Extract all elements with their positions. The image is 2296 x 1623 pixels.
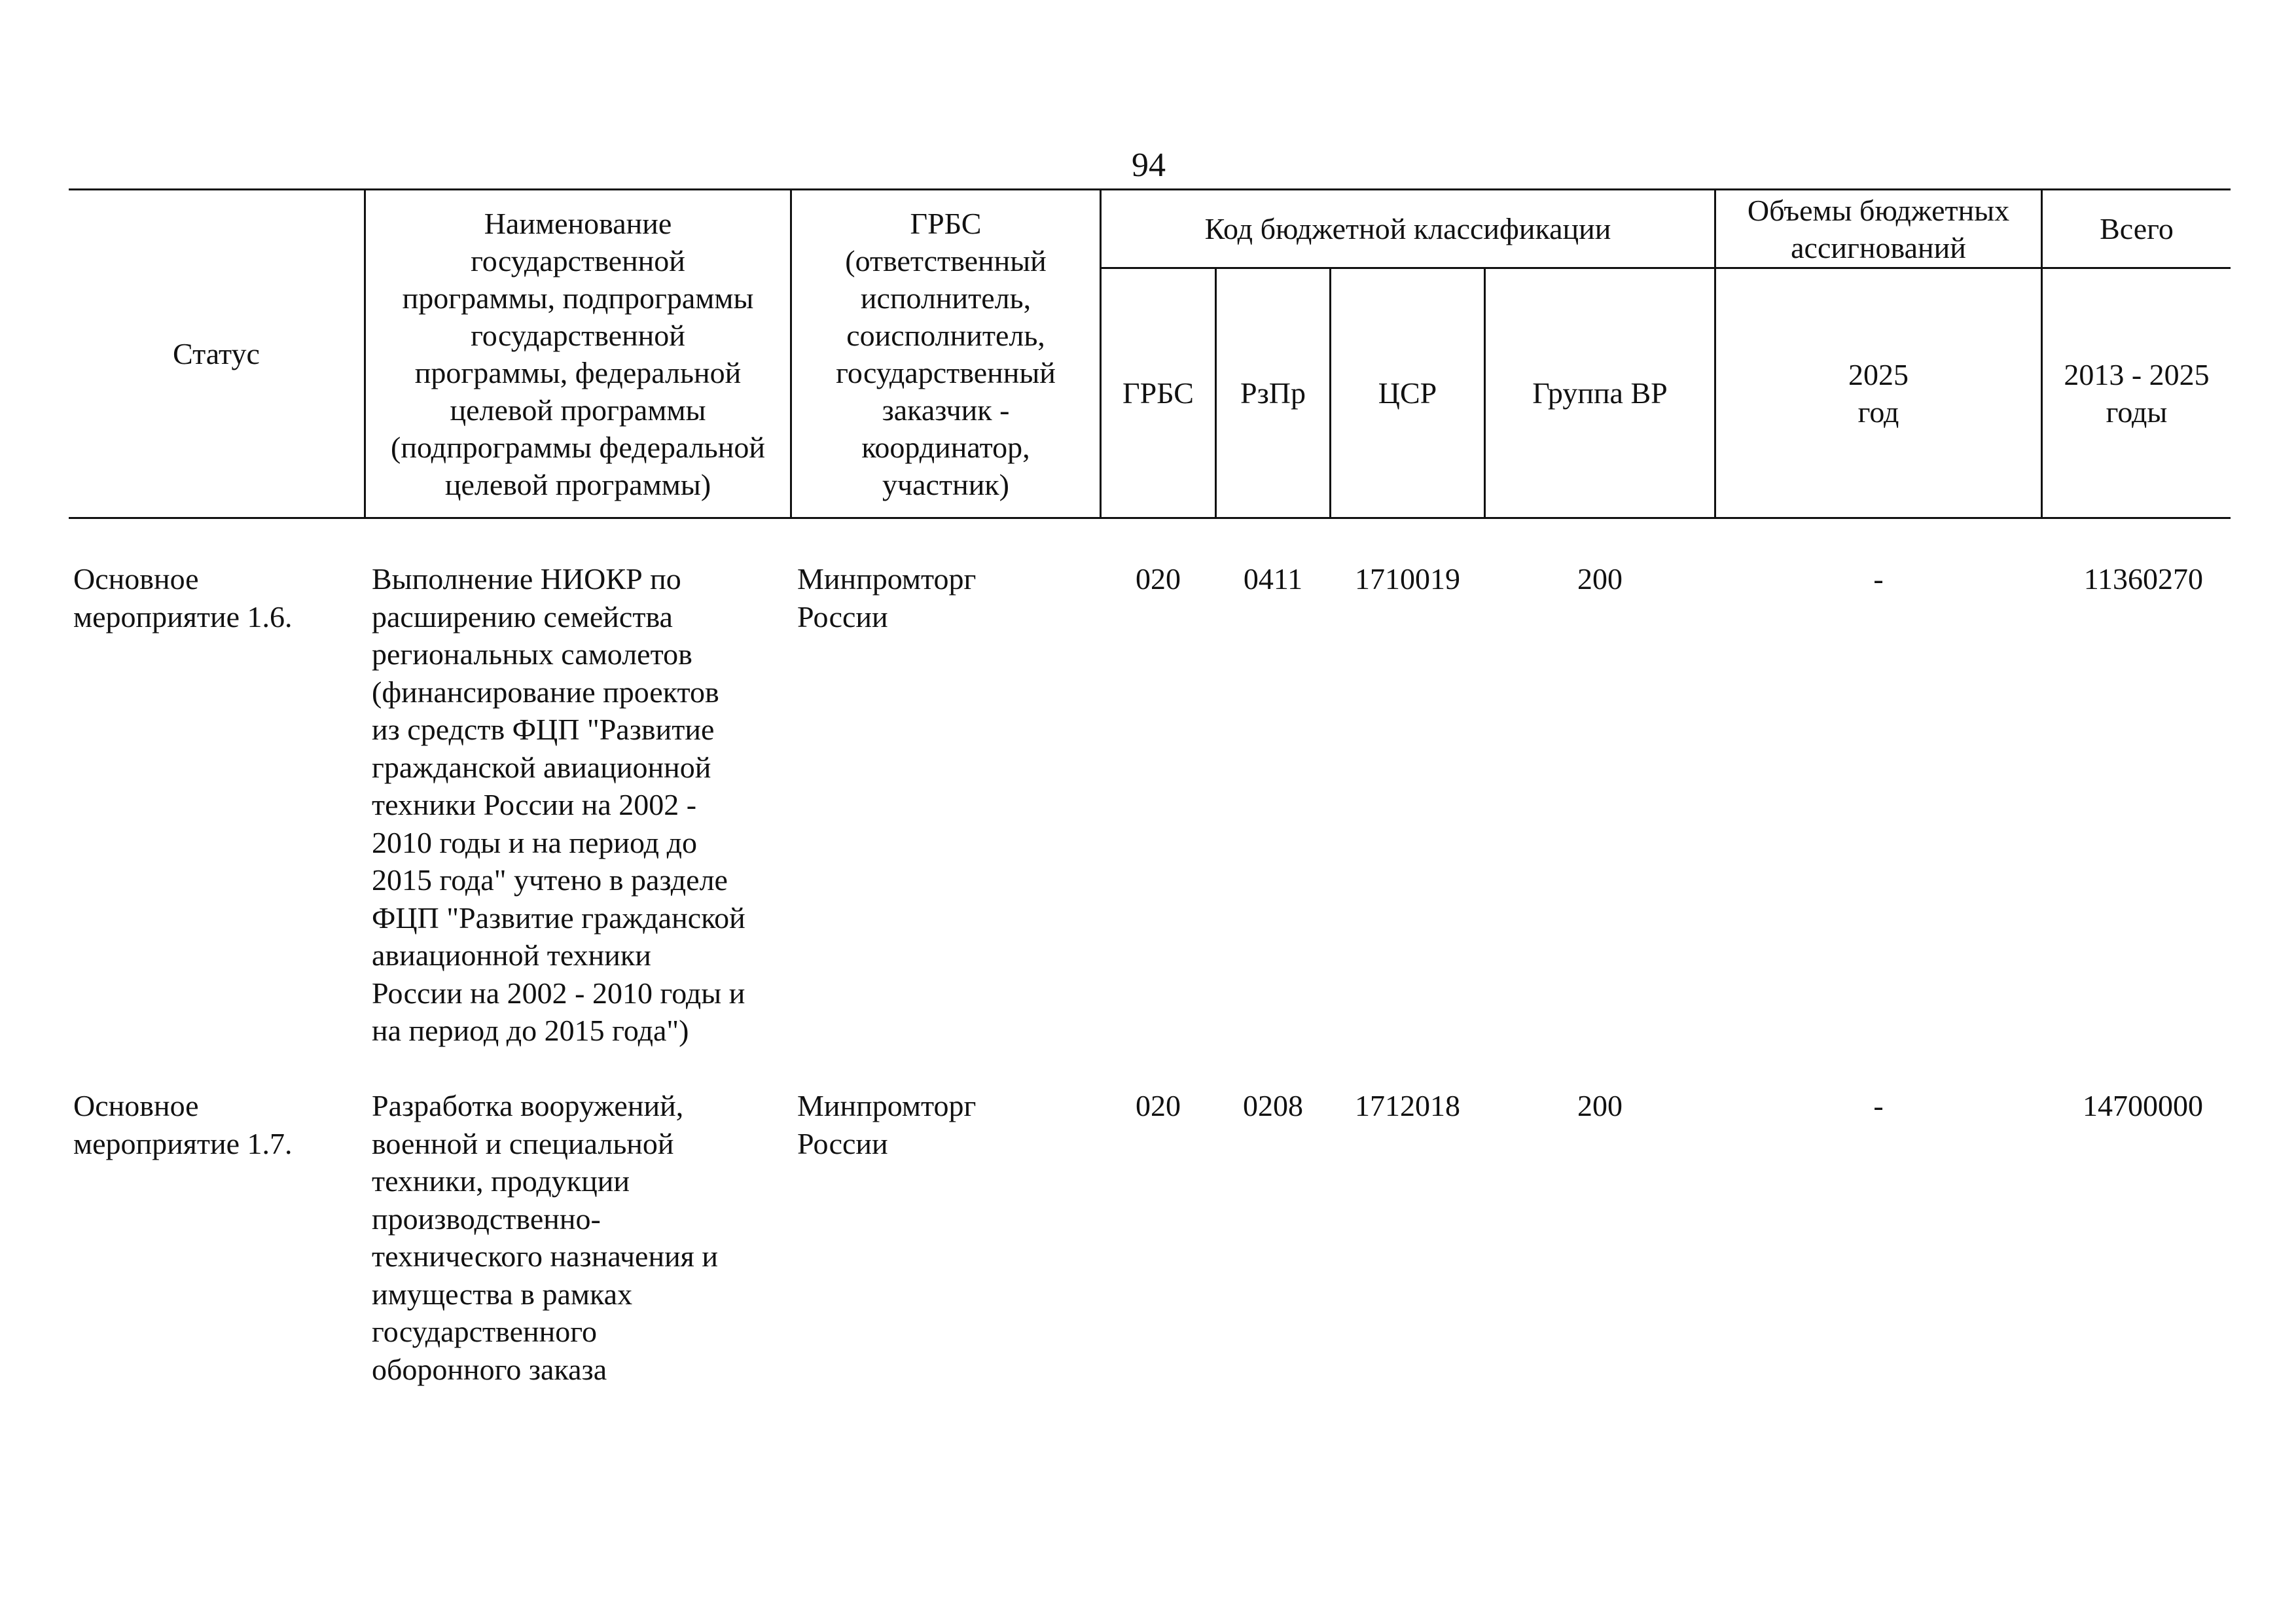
header-csr: ЦСР: [1378, 376, 1437, 410]
header-group-vr: Группа ВР: [1532, 376, 1668, 410]
header-total-years: 2013 - 2025 годы: [2064, 357, 2210, 429]
header-bottom-rule: [69, 517, 2231, 519]
row2-total: 14700000: [2083, 1089, 2203, 1122]
header-program-name: Наименование государственной программы, подпрограммы государственной программы, федеральной целевой программы (подпрограммы федеральной целевой программы): [391, 206, 765, 501]
row2-csr: 1712018: [1355, 1089, 1460, 1122]
row2-status: Основное мероприятие 1.7.: [73, 1089, 293, 1160]
row1-total: 11360270: [2083, 562, 2203, 596]
header-grbs: ГРБС: [1122, 376, 1194, 410]
header-volumes: Объемы бюджетных ассигнований: [1747, 193, 2010, 264]
row1-grbs: 020: [1136, 562, 1181, 596]
header-grbs-executor: ГРБС (ответственный исполнитель, соисполнитель, государственный заказчик - координатор, участник): [836, 206, 1056, 501]
header-status: Статус: [173, 337, 260, 370]
header-year-2025: 2025 год: [1848, 357, 1909, 429]
row1-name: Выполнение НИОКР по расширению семейства региональных самолетов (финансирование проектов из средств ФЦП "Развитие гражданской авиационной техники России на 2002 - 2010 годы и на период до 2015 года" учтено в разделе ФЦП "Развитие гражданской авиационной техники России на 2002 - 2010 годы и на период до 2015 года"): [372, 562, 745, 1047]
row1-rzpr: 0411: [1243, 562, 1303, 596]
row2-name: Разработка вооружений, военной и специальной техники, продукции производственно- технического назначения и имущества в рамках государственного оборонного заказа: [372, 1089, 718, 1386]
row1-csr: 1710019: [1355, 562, 1460, 596]
row1-year-2025: -: [1873, 562, 1884, 596]
row2-grbs: 020: [1136, 1089, 1181, 1122]
row2-group-vr: 200: [1577, 1089, 1623, 1122]
header-budget-code: Код бюджетной классификации: [1204, 212, 1611, 245]
row1-executor: Минпромторг России: [797, 562, 977, 633]
row2-year-2025: -: [1873, 1089, 1884, 1122]
row2-executor: Минпромторг России: [797, 1089, 977, 1160]
row2-rzpr: 0208: [1243, 1089, 1303, 1122]
header-total: Всего: [2100, 212, 2174, 245]
row1-status: Основное мероприятие 1.6.: [73, 562, 293, 633]
page-number: 94: [1132, 147, 1166, 184]
header-rzpr: РзПр: [1240, 376, 1306, 410]
row1-group-vr: 200: [1577, 562, 1623, 596]
